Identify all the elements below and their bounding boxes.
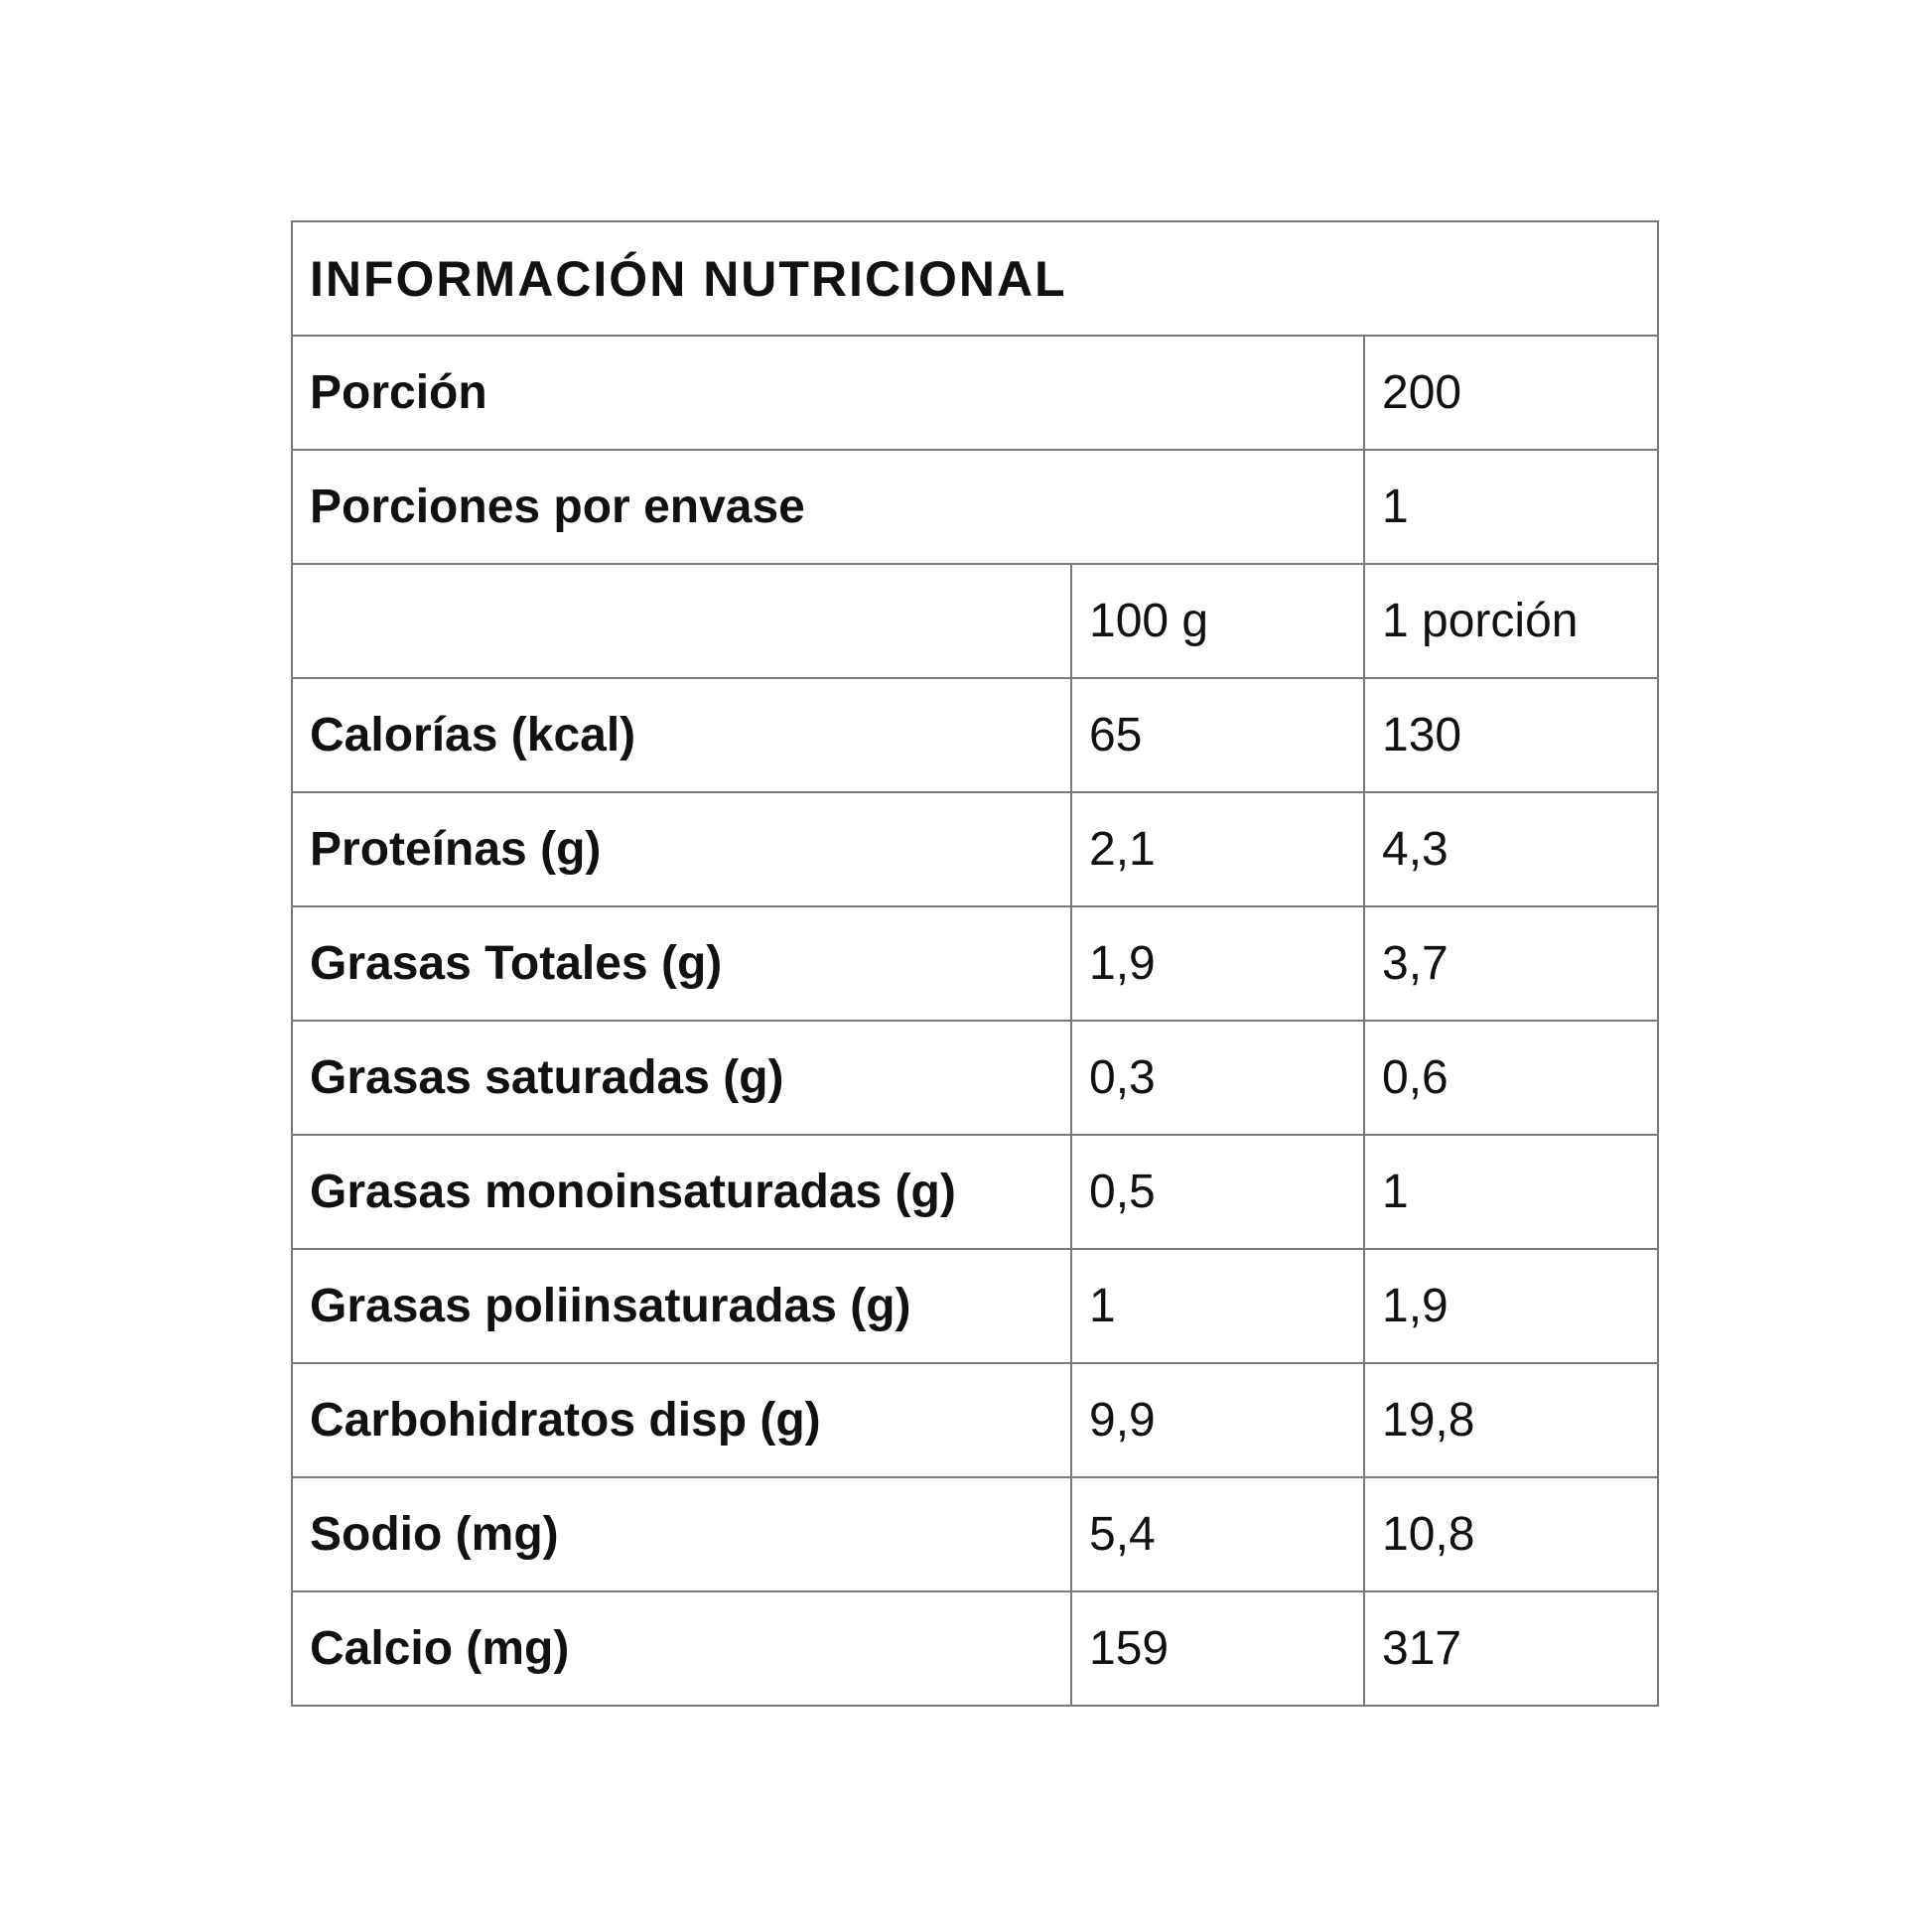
portions-per-package-label: Porciones por envase	[292, 450, 1364, 564]
table-row	[292, 1363, 1658, 1477]
nutrient-per-100g: 0,3	[1071, 1021, 1364, 1135]
table-row	[292, 1591, 1658, 1706]
table-row	[292, 1249, 1658, 1363]
nutrient-label: Grasas saturadas (g)	[292, 1021, 1071, 1135]
portion-value: 200	[1364, 336, 1658, 450]
nutrient-per-100g: 2,1	[1071, 792, 1364, 906]
nutrient-per-portion: 19,8	[1364, 1363, 1658, 1477]
nutrient-per-100g: 9,9	[1071, 1363, 1364, 1477]
nutrient-label: Grasas poliinsaturadas (g)	[292, 1249, 1071, 1363]
nutrient-per-portion: 0,6	[1364, 1021, 1658, 1135]
table-row	[292, 678, 1658, 792]
nutrient-per-100g: 1	[1071, 1249, 1364, 1363]
nutrient-label: Sodio (mg)	[292, 1477, 1071, 1591]
table-row	[292, 906, 1658, 1021]
nutrient-per-100g: 5,4	[1071, 1477, 1364, 1591]
nutrient-per-100g: 0,5	[1071, 1135, 1364, 1249]
column-header-empty	[292, 564, 1071, 678]
column-header-per-portion: 1 porción	[1364, 564, 1658, 678]
portion-label: Porción	[292, 336, 1364, 450]
nutrient-per-portion: 10,8	[1364, 1477, 1658, 1591]
nutrient-label: Calorías (kcal)	[292, 678, 1071, 792]
table-row	[292, 1477, 1658, 1591]
nutrient-per-portion: 130	[1364, 678, 1658, 792]
table-row	[292, 1135, 1658, 1249]
nutrition-facts-table	[291, 220, 1659, 1707]
nutrient-per-100g: 65	[1071, 678, 1364, 792]
nutrient-label: Grasas monoinsaturadas (g)	[292, 1135, 1071, 1249]
table-row	[292, 1021, 1658, 1135]
nutrient-per-portion: 1,9	[1364, 1249, 1658, 1363]
nutrient-label: Proteínas (g)	[292, 792, 1071, 906]
table-row	[292, 792, 1658, 906]
nutrient-per-100g: 159	[1071, 1591, 1364, 1706]
nutrient-label: Calcio (mg)	[292, 1591, 1071, 1706]
column-header-row	[292, 564, 1658, 678]
nutrient-per-portion: 4,3	[1364, 792, 1658, 906]
nutrient-per-portion: 1	[1364, 1135, 1658, 1249]
portion-row	[292, 336, 1658, 450]
nutrient-label: Grasas Totales (g)	[292, 906, 1071, 1021]
portions-per-package-value: 1	[1364, 450, 1658, 564]
nutrient-per-portion: 3,7	[1364, 906, 1658, 1021]
nutrient-label: Carbohidratos disp (g)	[292, 1363, 1071, 1477]
nutrient-per-portion: 317	[1364, 1591, 1658, 1706]
title-row	[292, 221, 1658, 336]
column-header-per-100g: 100 g	[1071, 564, 1364, 678]
table-title: INFORMACIÓN NUTRICIONAL	[292, 221, 1658, 336]
portions-per-package-row	[292, 450, 1658, 564]
nutrient-per-100g: 1,9	[1071, 906, 1364, 1021]
